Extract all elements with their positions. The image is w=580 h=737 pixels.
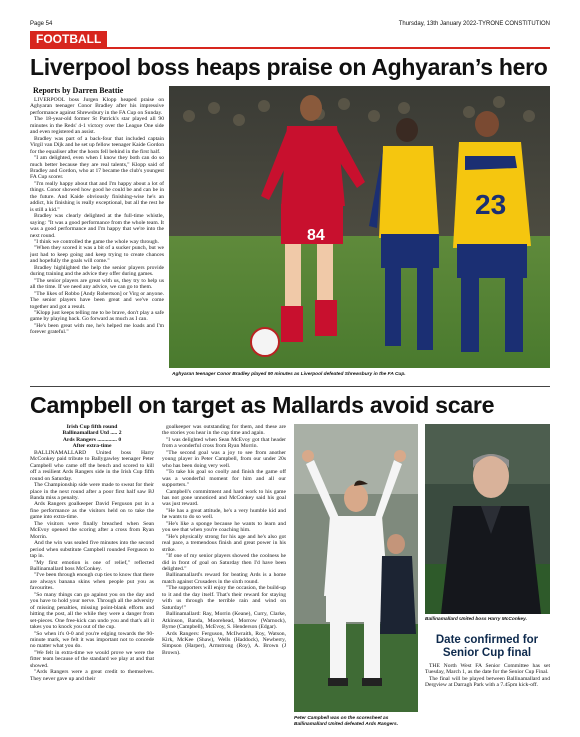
match-note: After extra-time — [72, 443, 112, 450]
page-number: Page 54 — [30, 21, 53, 27]
match-round: Irish Cup fifth round — [66, 424, 118, 430]
paragraph: "He's been great with me, he's helped me loads and I'm forever grateful." — [30, 322, 164, 336]
page-header — [30, 19, 550, 29]
paragraph: Bradley was clearly delighted at the full-time whistle, saying: "It was a good performance from the whole team. It was a good performance and I'm happy that we're into the next round. — [30, 213, 164, 239]
section-rule — [30, 47, 550, 49]
paragraph: The 18-year-old former St Patrick's star played all 90 minutes in the Reds' 4-1 victory over the League One side and even registered an assist. — [30, 116, 164, 136]
paragraph: "He's like a sponge because he wants to learn and you see that when you're coaching him. — [162, 520, 286, 534]
paragraph: "The likes of Robbo [Andy Robertson] or Virg or anyone. The senior players have been great and we've come together and got a result. — [30, 290, 164, 310]
paragraph: "We felt in extra-time we would prove we were the fitter team because of the standard we play at and that showed. — [30, 649, 154, 669]
paragraph: Ballinamallard's reward for beating Ards is a home match against Crusaders in the sixth round. — [162, 572, 286, 585]
paragraph: "When they scored it was a bit of a sucker punch, but we just had to keep going and keep trying to create chances and hopefully the goals will come." — [30, 245, 164, 265]
story1-byline: Reports by Darren Beattie — [33, 86, 124, 95]
paragraph: BALLINAMALLARD United boss Harry McConkey paid tribute to Ballygawley teenager Peter Campbell who came off the bench and scored to kill off a resilient Ards Rangers side in the Irish Cup fifth round on Saturday. — [30, 449, 154, 482]
score-line-away: Ards Rangers .............. 0 — [62, 436, 122, 443]
paragraph: "Ards Rangers were a great credit to themselves. They never gave up and their — [30, 669, 154, 682]
paragraph: "If one of my senior players showed the coolness he did in front of goal on Saturday then I'd have been delighted." — [162, 553, 286, 572]
liverpool-match-photo — [169, 86, 550, 368]
section-label: FOOTBALL — [30, 31, 107, 47]
paragraph: "I've been through enough cup ties to know that there are always banana skins when people put you as favourites. — [30, 572, 154, 592]
side-story-body — [425, 663, 550, 713]
paragraph: Ards Rangers goalkeeper David Ferguson put in a fine performance as the visitors held on to take the game into extra-time. — [30, 501, 154, 521]
paragraph: goalkeeper was outstanding for them, and these are the stories you hear in the cup time and again. — [162, 424, 286, 437]
paragraph: "The second goal was a joy to see from another young player in Peter Campbell, from our under 20s who has been doing very well. — [162, 449, 286, 469]
paragraph: "So many things can go against you on the day and you have to hold your nerve. Through all the adversity of missing penalties, missing point-blank efforts and hitting the post, all the while they were a danger from set-pieces. One free-kick can undo you and that's all it takes you to knock you out of the cup. — [30, 591, 154, 631]
paragraph: "I was delighted when Sean McEvoy got that header from a wonderful cross from Ryan Morrin. — [162, 436, 286, 450]
story2-column-1 — [30, 424, 154, 724]
paragraph: Bradley highlighted the help the senior players provide during training and the advice they offer during games. — [30, 264, 164, 278]
paragraph: "To take his goal so coolly and finish the game off was a wonderful moment for him and all our supporters." — [162, 469, 286, 489]
mcconkey-portrait-photo — [425, 424, 550, 614]
paragraph: "He has a great attitude, he's a very humble kid and he wants to do so well. — [162, 507, 286, 521]
paragraph: "I'm really happy about that and I'm happy about a lot of things. Conor showed how good he could be and can be in the future. And Kaide obviously finishing-wise he's an addict, his finishing is really exceptional, but all the rest he is still a kid." — [30, 180, 164, 213]
paragraph: "He's physically strong for his age and he's also got real pace, a tremendous finish and great power in his strike. — [162, 533, 286, 553]
paragraph: THE North West FA Senior Committee has set Tuesday, March 1, as the date for the Senior Cup Final. — [425, 663, 550, 676]
score-line-home: Ballinamallard Utd ..... 2 — [62, 430, 122, 437]
paragraph: "I think we controlled the game the whole way through. — [34, 238, 160, 245]
paragraph: LIVERPOOL boss Jurgen Klopp heaped praise on Aghyaran teenager Conor Bradley after his impressive performance against Shrewsbury in the FA Cup on Sunday. — [30, 97, 164, 116]
mcconkey-photo-caption: Ballinamallard United boss Harry McConkey. — [425, 617, 527, 622]
liverpool-photo-caption: Aghyaran teenager Conor Bradley played 90 minutes as Liverpool defeated Shrewsbury in the FA Cup. — [172, 372, 406, 377]
paragraph: "The supporters will enjoy the occasion, the build-up to it and the day itself. That's their reward for staying with us through the terrible rain and wind on Saturday!" — [162, 585, 286, 611]
paragraph: Bradley was part of a back-four that included captain Virgil van Dijk and he set up fellow teenager Kaide Gordon for the equaliser after the hosts fell behind in the first half. — [30, 135, 164, 155]
paragraph: The final will be played between Ballinamallard and Dergview at Darragh Park with a 7.45pm kick-off. — [425, 675, 550, 689]
paragraph: Ballinamallard: Ray, Morrin (Keane), Curry, Clarke, Atkinson, Banda, Moorehead, Morrow (Warnock), Byrne (Campbell), McEvoy, S. Henderson (Edgar). — [162, 611, 286, 631]
paragraph: The visitors were finally breached when Sean McEvoy opened the scoring after a cross from Ryan Morrin. — [30, 520, 154, 540]
shirt-number-23: 23 — [475, 189, 507, 220]
shirt-number-84: 84 — [307, 227, 325, 244]
paragraph: Ards Rangers: Ferguson, McIlwraith, Roy, Watson, Kirk, McKee (Shaw), Wells (Haddock), Newberry, Simpson (Harper), Armstrong (Roy), A. Brown (J Brown). — [162, 630, 286, 656]
campbell-photo-caption: Peter Campbell was on the scoresheet as Ballinamallard United defeated Ards Rangers. — [294, 716, 399, 727]
story-divider — [30, 386, 550, 387]
paragraph: Campbell's commitment and hard work to his game has not gone unnoticed and McConkey said his goal was just reward. — [162, 488, 286, 508]
paragraph: "My first emotion is one of relief," reflected Ballinamallard boss McConkey. — [30, 559, 154, 572]
paragraph: "The senior players are great with us, they try to help us all the time. If we need any advice, we can go to them. — [30, 277, 164, 291]
side-story-headline: Date confirmed for Senior Cup final — [435, 634, 539, 659]
paragraph: "So when it's 0-0 and you're edging towards the 90-minute mark, we felt it was important not to concede no matter what you do. — [30, 630, 154, 650]
campbell-celebration-photo — [294, 424, 418, 712]
story2-headline: Campbell on target as Mallards avoid scare — [30, 392, 495, 418]
paragraph: And the win was sealed five minutes into the second period when substitute Campbell rounded Ferguson to tap in. — [30, 540, 154, 560]
paragraph: "I am delighted, even when I know they both can do so much better because they are real talents," Klopp said of Bradley and Gordon, who at 17 became the club's youngest FA Cup scorer. — [30, 155, 164, 181]
publication-date: Thursday, 13th January 2022-TYRONE CONSTITUTION — [398, 21, 550, 27]
story2-column-2 — [162, 424, 286, 724]
story1-headline: Liverpool boss heaps praise on Aghyaran’s hero — [30, 54, 548, 80]
paragraph: "Klopp just keeps telling me to be brave, don't play a safe game by playing back. Go forward as much as I can. — [30, 309, 164, 323]
story1-body — [30, 97, 164, 382]
paragraph: The Championship side were made to sweat for their place in the next round after a poor first half saw BJ Banda miss a penalty. — [30, 482, 154, 501]
